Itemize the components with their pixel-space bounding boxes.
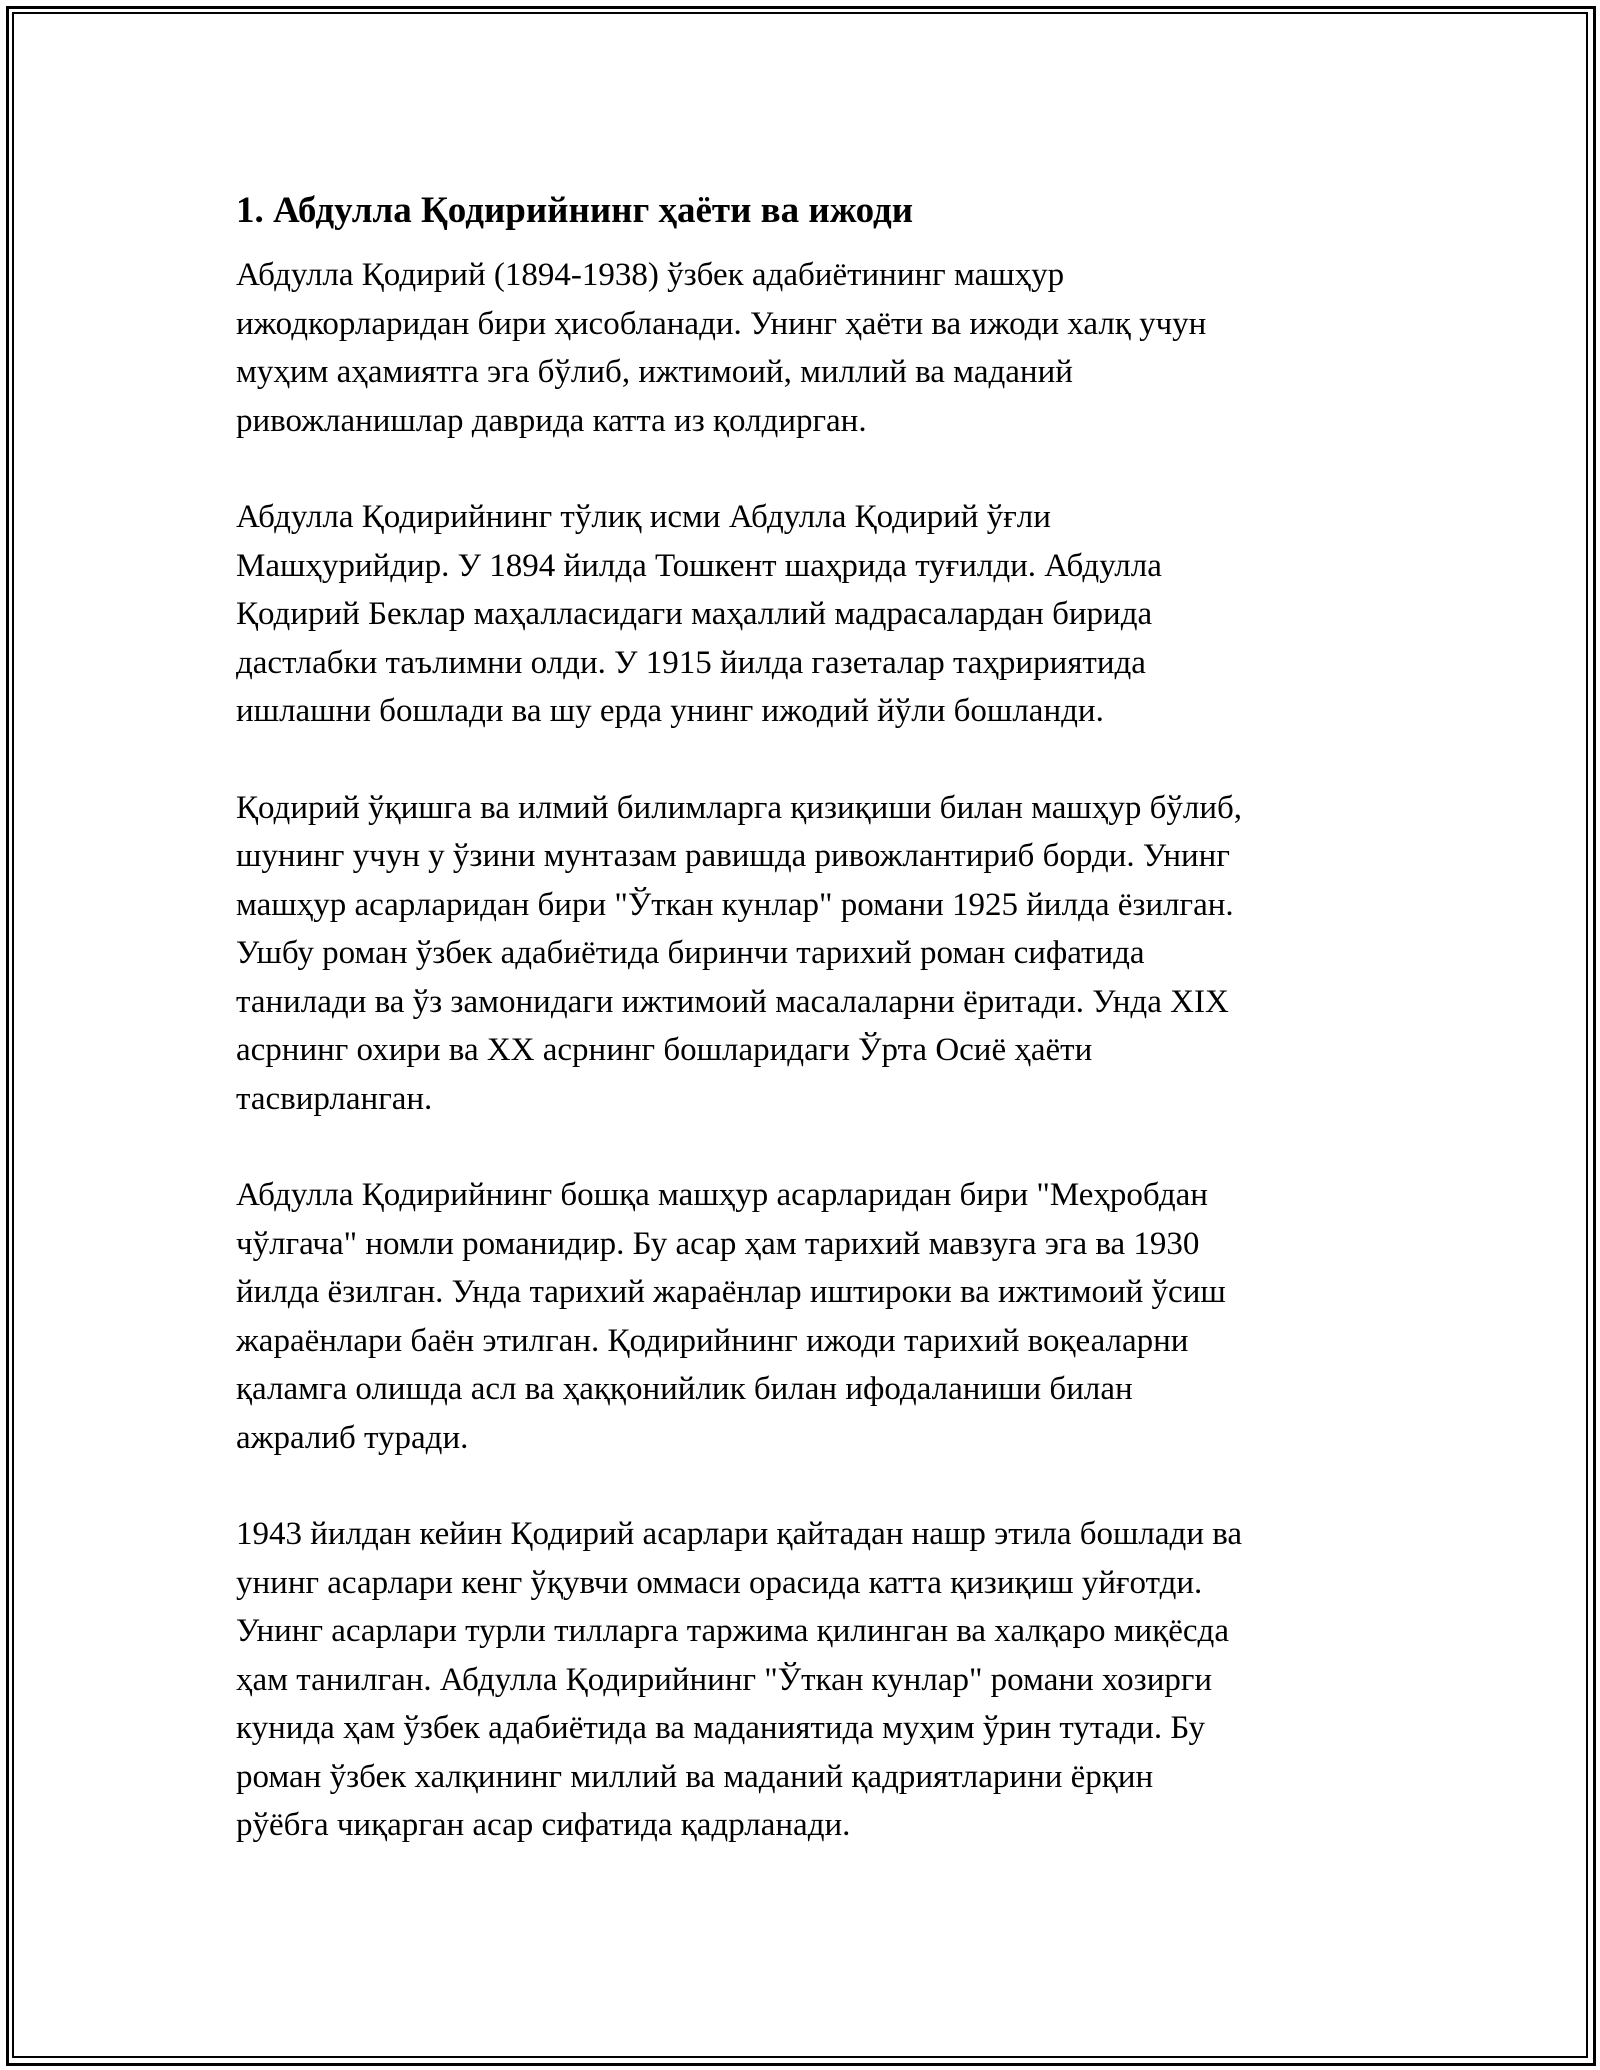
document-body [236, 185, 1376, 1898]
paragraph-2: Абдулла Қодирийнинг тўлиқ исми Абдулла Қодирий ўғли Машҳурийдир. У 1894 йилда Тошкент шаҳрида туғилди. Абдулла Қодирий Беклар маҳалласидаги маҳаллий мадрасалардан бирида дастлабки таълимни олди. У 1915 йилда газеталар таҳририятида ишлашни бошлади ва шу ерда унинг ижодий йўли бошланди. [236, 499, 1162, 729]
paragraph-5: 1943 йилдан кейин Қодирий асарлари қайтадан нашр этила бошлади ва унинг асарлари кенг ўқувчи оммаси орасида катта қизиқиш уйғотди. Унинг асарлари турли тилларга таржима қилинган ва халқаро миқёсда ҳам танилган. Абдулла Қодирийнинг "Ўткан кунлар" романи хозирги кунида ҳам ўзбек адабиётида ва маданиятида муҳим ўрин тутади. Бу роман ўзбек халқининг миллий ва маданий қадриятларини ёрқин рўёбга чиқарган асар сифатида қадрланади. [236, 1516, 1243, 1843]
paragraph-1: Абдулла Қодирий (1894-1938) ўзбек адабиётининг машҳур ижодкорларидан бири ҳисобланади. Унинг ҳаёти ва ижоди халқ учун муҳим аҳамиятга эга бўлиб, ижтимоий, миллий ва маданий ривожланишлар даврида катта из қолдирган. [236, 257, 1207, 439]
paragraph-3: Қодирий ўқишга ва илмий билимларга қизиқиши билан машҳур бўлиб, шунинг учун у ўзини мунтазам равишда ривожлантириб борди. Унинг машҳур асарларидан бири "Ўткан кунлар" романи 1925 йилда ёзилган. Ушбу роман ўзбек адабиётида биринчи тарихий роман сифатида танилади ва ўз замонидаги ижтимоий масалаларни ёритади. Унда XIX асрнинг охири ва XX асрнинг бошларидаги Ўрта Осиё ҳаёти тасвирланган. [236, 789, 1243, 1117]
section-heading: 1. Абдулла Қодирийнинг ҳаёти ва ижоди [236, 190, 914, 231]
paragraph-4: Абдулла Қодирийнинг бошқа машҳур асарларидан бири "Меҳробдан чўлгача" номли романидир. Бу асар ҳам тарихий мавзуга эга ва 1930 йилда ёзилган. Унда тарихий жараёнлар иштироки ва ижтимоий ўсиш жараёнлари баён этилган. Қодирийнинг ижоди тарихий воқеаларни қаламга олишда асл ва ҳаққонийлик билан ифодаланиши билан ажралиб туради. [236, 1177, 1226, 1456]
